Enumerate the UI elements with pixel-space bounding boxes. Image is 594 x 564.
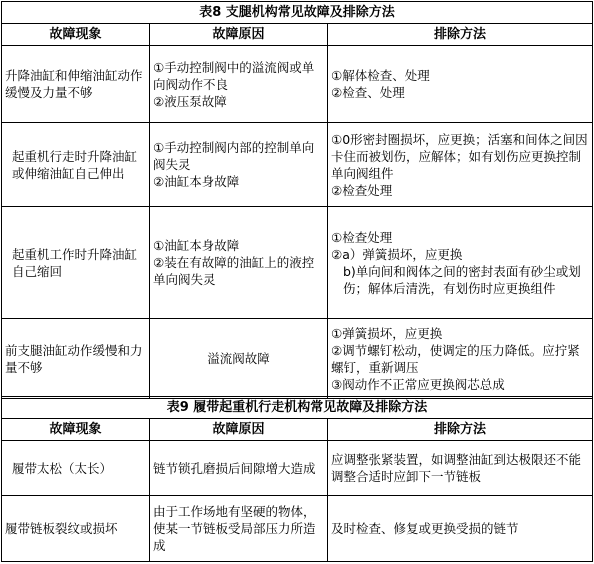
remedy-cell (328, 319, 593, 399)
remedy-line: ②a）弹簧损坏，应更换 (331, 246, 463, 262)
cause-cell: 由于工作场地有坚硬的物体， 使某一节链板受局部压力所造成 (150, 496, 328, 562)
cause-cell: 链节锁孔磨损后间隙增大造成 (150, 441, 328, 496)
remedy-cell (328, 123, 593, 207)
cause-cell (150, 207, 328, 319)
header-remedy: 排除方法 (328, 419, 593, 441)
table-row (2, 123, 593, 207)
table-row (2, 46, 593, 123)
table-8-support-leg-faults (1, 1, 593, 399)
remedy-line: ①解体检查、处理 (331, 68, 430, 83)
remedy-line: b)单向间和阀体之间的密封表面有砂尘或划伤；解体后清洗，有划伤时应更换组件 (343, 263, 581, 296)
table-row (2, 319, 593, 399)
symptom-cell: 起重机行走时升降油缸或伸缩油缸自己伸出 (2, 123, 150, 207)
symptom-cell: 履带链板裂纹或损坏 (2, 496, 150, 562)
remedy-line: ①弹簧损坏，应更换 (331, 325, 443, 341)
table-row (2, 207, 593, 319)
header-symptom: 故障现象 (2, 24, 150, 46)
symptom-cell: 升降油缸和伸缩油缸动作缓慢及力量不够 (2, 46, 150, 123)
cause-line: ①手动控制阀中的溢流阀或单向阀动作不良 (153, 59, 315, 92)
cause-cell (150, 46, 328, 123)
header-cause: 故障原因 (150, 24, 328, 46)
table-row (2, 441, 593, 496)
symptom-cell: 起重机工作时升降油缸自己缩回 (2, 207, 150, 319)
symptom-cell: 履带太松（太长） (2, 441, 150, 496)
cause-cell (150, 123, 328, 207)
remedy-cell: 应调整张紧装置，如调整油缸到达极限还不能调整合适时应卸下一节链板 (328, 441, 593, 496)
header-symptom: 故障现象 (2, 419, 150, 441)
remedy-cell: 及时检查、修复或更换受损的链节 (328, 496, 593, 562)
remedy-line: ②检查、处理 (331, 85, 405, 100)
cause-line: ①油缸本身故障 (153, 238, 240, 253)
remedy-line: ③阀动作不正常应更换阀芯总成 (331, 376, 505, 392)
remedy-cell (328, 207, 593, 319)
table-row (2, 496, 593, 562)
cause-line: 溢流阀故障 (207, 351, 270, 366)
header-remedy: 排除方法 (328, 24, 593, 46)
cause-line: ②油缸本身故障 (153, 174, 240, 189)
header-cause: 故障原因 (150, 419, 328, 441)
cause-line: ②装在有故障的油缸上的液控单向阀失灵 (153, 255, 315, 287)
cause-cell (150, 319, 328, 399)
symptom-cell: 前支腿油缸动作缓慢和力量不够 (2, 319, 150, 399)
remedy-line: ①检查处理 (331, 229, 393, 245)
remedy-line: ①0形密封圈损坏，应更换；活塞和间体之间因卡住而被划伤，应解体；如有划伤应更换控制单向阀组件 (331, 131, 588, 181)
table-9-crawler-travel-faults (1, 396, 593, 562)
table-9-caption: 表9 履带起重机行走机构常见故障及排除方法 (2, 397, 593, 419)
table-8-caption: 表8 支腿机构常见故障及排除方法 (2, 2, 593, 24)
cause-line: ①手动控制阀内部的控制单向阀失灵 (153, 140, 315, 172)
cause-line: ②液压泵故障 (153, 93, 227, 109)
remedy-line: ②调节螺钉松动，使调定的压力降低。应拧紧螺钉，重新调压 (331, 342, 580, 375)
remedy-cell (328, 46, 593, 123)
remedy-line: ②检查处理 (331, 182, 393, 198)
